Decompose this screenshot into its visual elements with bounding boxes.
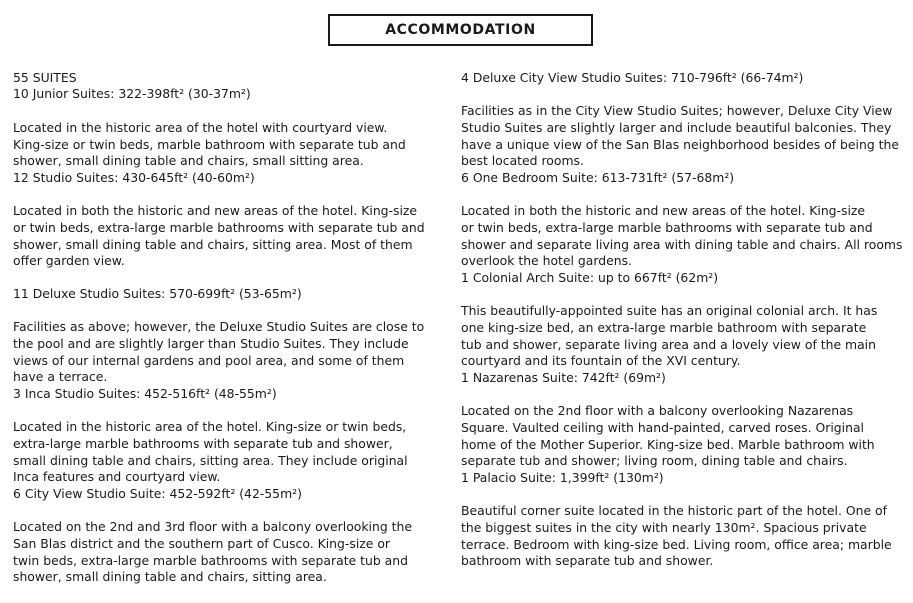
suite-description: Located on the 2nd and 3rd floor with a balcony overlooking the San Blas district and the southern part of Cusco. King-size or twin beds, extra-large marble bathrooms with separate tub and shower, small dining table and chairs, sitting area.: [13, 519, 412, 585]
suite-description: Facilities as in the City View Studio Suites; however, Deluxe City View Studio Suites are slightly larger and include beautiful balconies. They have a unique view of the San Blas neighborhood besides of being the best located rooms.: [461, 103, 899, 169]
section-title: ACCOMMODATION: [328, 14, 593, 46]
suite-description: Located in both the historic and new areas of the hotel. King-size or twin beds, extra-large marble bathrooms with separate tub and shower and separate living area with dining table and chairs. All rooms overlook the hotel gardens.: [461, 203, 903, 269]
suite-description: Located in both the historic and new areas of the hotel. King-size or twin beds, extra-large marble bathrooms with separate tub and shower, small dining table and chairs, sitting area. Most of them offer garden view.: [13, 203, 425, 269]
suite-description: Located in the historic area of the hotel. King-size or twin beds, extra-large marble bathrooms with separate tub and shower, small dining table and chairs, sitting area. They include original Inca features and courtyard view.: [13, 419, 408, 485]
suite-heading: 3 Inca Studio Suites: 452-516ft² (48-55m²): [13, 385, 277, 401]
suite-studio: [13, 153, 445, 287]
suite-description: Beautiful corner suite located in the historic part of the hotel. One of the biggest suites in the city with nearly 130m². Spacious private terrace. Bedroom with king-size bed. Living room, office area; marble bathroom with separate tub and shower.: [461, 503, 892, 569]
suite-heading: 6 One Bedroom Suite: 613-731ft² (57-68m²): [461, 169, 735, 185]
suite-heading: 4 Deluxe City View Studio Suites: 710-796ft² (66-74m²): [461, 69, 804, 85]
suite-heading: 11 Deluxe Studio Suites: 570-699ft² (53-65m²): [13, 285, 302, 301]
suite-heading: 55 SUITES 10 Junior Suites: 322-398ft² (30-37m²): [13, 69, 251, 102]
suite-heading: 1 Colonial Arch Suite: up to 667ft² (62m²): [461, 269, 719, 285]
suite-description: Located in the historic area of the hotel with courtyard view. King-size or twin beds, marble bathroom with separate tub and shower, small dining table and chairs, small sitting area.: [13, 119, 406, 169]
suite-palacio: [461, 453, 913, 587]
suite-city-view-studio: [13, 469, 445, 603]
suite-heading: 12 Studio Suites: 430-645ft² (40-60m²): [13, 169, 255, 185]
suite-description: Located on the 2nd floor with a balcony overlooking Nazarenas Square. Vaulted ceiling with hand-painted, carved roses. Original home of the Mother Superior. King-size bed. Marble bathroom with separate tub and shower; living room, dining table and chairs.: [461, 403, 875, 469]
suite-heading: 1 Palacio Suite: 1,399ft² (130m²): [461, 469, 664, 485]
suite-heading: 6 City View Studio Suite: 452-592ft² (42-55m²): [13, 485, 302, 501]
suite-description: This beautifully-appointed suite has an original colonial arch. It has one king-size bed, an extra-large marble bathroom with separate tub and shower, separate living area and a lovely view of the main courtyard and its fountain of the XVI century.: [461, 303, 878, 369]
suite-description: Facilities as above; however, the Deluxe Studio Suites are close to the pool and are slightly larger than Studio Suites. They include views of our internal gardens and pool area, and some of them have a terrace.: [13, 319, 425, 385]
suite-heading: 1 Nazarenas Suite: 742ft² (69m²): [461, 369, 666, 385]
